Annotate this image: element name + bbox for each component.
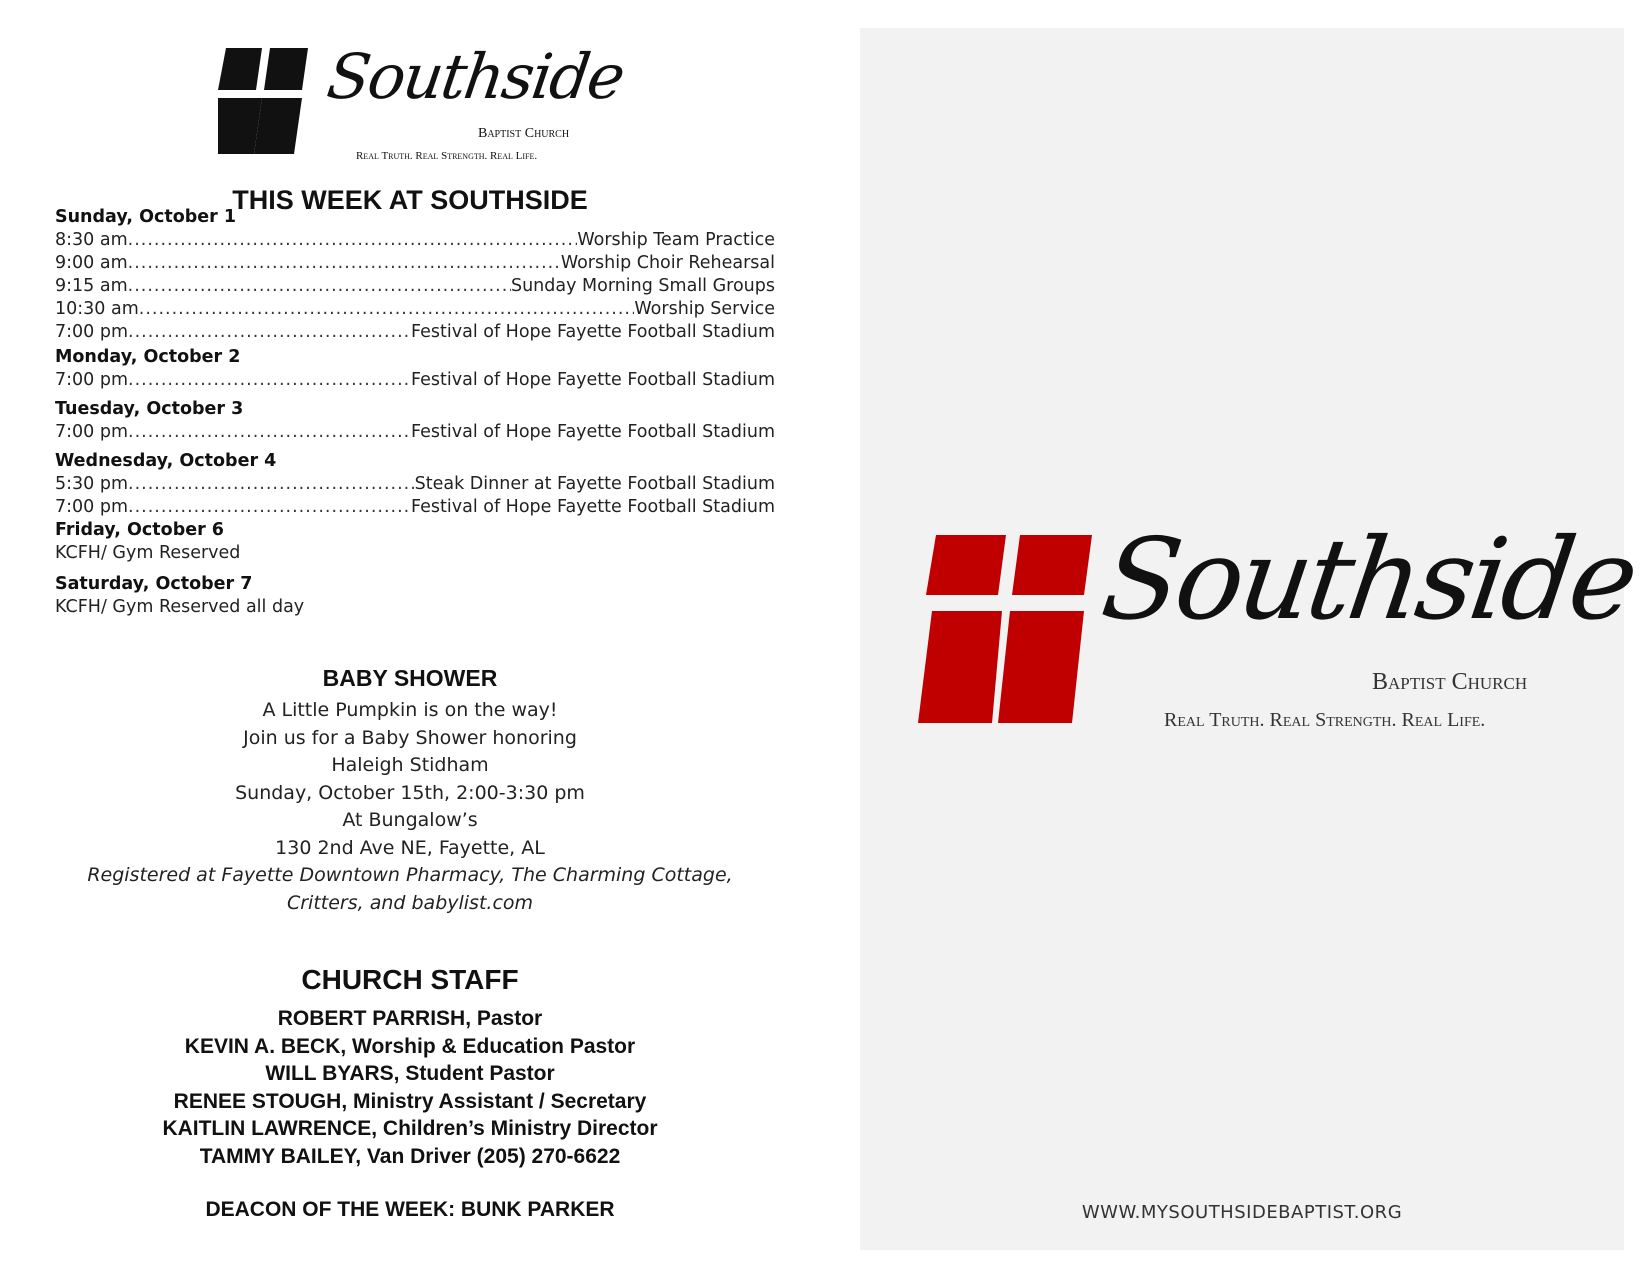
schedule-monday xyxy=(55,346,775,392)
baby-shower-line: Sunday, October 15th, 2:00-3:30 pm xyxy=(235,781,585,804)
baby-shower-line: Haleigh Stidham xyxy=(331,754,489,776)
bulletin-inside-page xyxy=(0,0,820,1275)
baby-shower-registry: Critters, and babylist.com xyxy=(286,891,534,914)
baby-shower-line: A Little Pumpkin is on the way! xyxy=(262,699,558,721)
deacon-of-week: DEACON OF THE WEEK: BUNK PARKER xyxy=(205,1198,615,1221)
schedule-row: 9:00 am ..... Worship Choir Rehearsal xyxy=(55,252,775,275)
schedule-row: 7:00 pm ..... Festival of Hope Fayette Football Stadium xyxy=(55,321,775,344)
schedule-note: KCFH/ Gym Reserved xyxy=(55,543,241,563)
baby-shower-section xyxy=(40,663,780,917)
day-label: Saturday, October 7 xyxy=(55,574,253,594)
schedule-row: 7:00 pm ..... Festival of Hope Fayette Football Stadium xyxy=(55,421,775,444)
schedule-row: 10:30 am ..... Worship Service xyxy=(55,298,775,321)
church-logo-large xyxy=(918,515,1642,743)
day-label: Friday, October 6 xyxy=(55,520,224,540)
logo-sub-name: Baptist Church xyxy=(1372,669,1528,695)
baby-shower-heading: BABY SHOWER xyxy=(322,665,498,691)
schedule-row: 7:00 pm ..... Festival of Hope Fayette Football Stadium xyxy=(55,496,775,519)
week-heading: THIS WEEK AT SOUTHSIDE xyxy=(232,185,588,215)
schedule-sunday xyxy=(55,206,775,344)
church-website[interactable]: WWW.MYSOUTHSIDEBAPTIST.ORG xyxy=(1081,1202,1403,1223)
schedule-row: 5:30 pm ..... Steak Dinner at Fayette Football Stadium xyxy=(55,473,775,496)
day-label: Sunday, October 1 xyxy=(55,207,237,227)
logo-script-name: Southside xyxy=(322,40,628,113)
logo-tagline: Real Truth. Real Strength. Real Life. xyxy=(356,150,538,162)
logo-sub-name: Baptist Church xyxy=(478,126,570,141)
schedule-wednesday xyxy=(55,450,775,519)
church-staff-heading: CHURCH STAFF xyxy=(301,964,519,995)
logo-script-name: Southside xyxy=(1094,515,1642,645)
schedule-row: 8:30 am ..... Worship Team Practice xyxy=(55,229,775,252)
schedule-tuesday xyxy=(55,398,775,444)
baby-shower-line: 130 2nd Ave NE, Fayette, AL xyxy=(275,836,545,859)
church-logo-small xyxy=(218,40,628,166)
logo-tagline: Real Truth. Real Strength. Real Life. xyxy=(1164,709,1486,731)
staff-member: ROBERT PARRISH, Pastor xyxy=(277,1007,543,1030)
baby-shower-registry: Registered at Fayette Downtown Pharmacy, The Charming Cottage, xyxy=(87,864,733,886)
schedule-saturday xyxy=(55,573,775,619)
cross-blocks-icon xyxy=(918,533,1108,733)
baby-shower-line: At Bungalow’s xyxy=(342,809,478,831)
staff-member: TAMMY BAILEY, Van Driver (205) 270-6622 xyxy=(199,1144,621,1168)
day-label: Tuesday, October 3 xyxy=(55,399,244,419)
day-label: Monday, October 2 xyxy=(55,347,241,367)
bulletin-cover-page xyxy=(860,28,1642,1250)
schedule-row: 7:00 pm ..... Festival of Hope Fayette Football Stadium xyxy=(55,369,775,392)
staff-member: WILL BYARS, Student Pastor xyxy=(265,1062,555,1085)
staff-member: KAITLIN LAWRENCE, Children’s Ministry Director xyxy=(162,1117,658,1140)
baby-shower-line: Join us for a Baby Shower honoring xyxy=(243,726,577,749)
day-label: Wednesday, October 4 xyxy=(55,451,277,471)
staff-member: RENEE STOUGH, Ministry Assistant / Secretary xyxy=(173,1089,647,1113)
church-staff-section xyxy=(40,963,780,1224)
schedule-note: KCFH/ Gym Reserved all day xyxy=(55,597,305,617)
schedule-friday xyxy=(55,519,775,565)
cross-blocks-icon xyxy=(218,46,318,158)
schedule-row: 9:15 am ..... Sunday Morning Small Groups xyxy=(55,275,775,298)
staff-member: KEVIN A. BECK, Worship & Education Pastor xyxy=(184,1034,636,1058)
